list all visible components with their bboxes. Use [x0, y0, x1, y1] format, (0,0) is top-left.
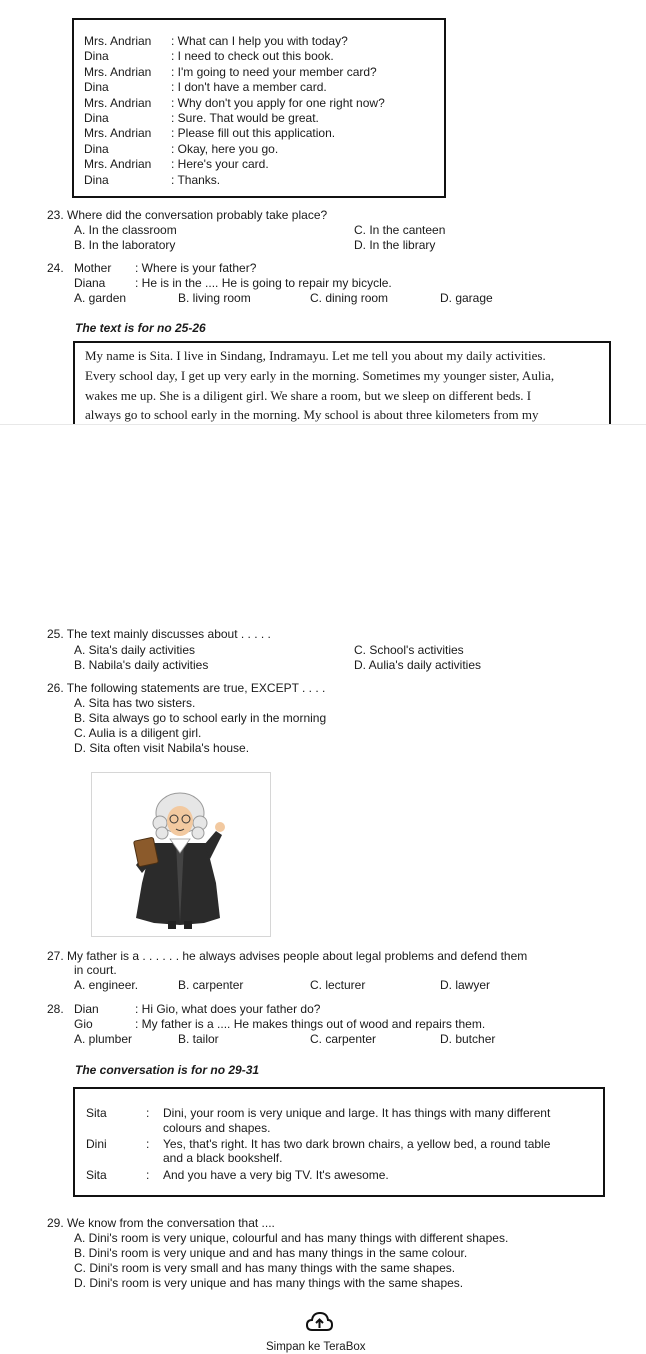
line-text: : What can I help you with today? — [171, 34, 348, 48]
option-d: D. garage — [440, 291, 493, 305]
option-b: B. In the laboratory — [74, 238, 176, 252]
cloud-upload-icon — [305, 1309, 333, 1335]
save-terabox-button[interactable] — [305, 1309, 333, 1335]
blank-area — [0, 425, 646, 625]
speaker: Sita — [86, 1168, 107, 1182]
speaker: Dina — [84, 142, 109, 156]
line-text-continued: colours and shapes. — [163, 1121, 271, 1135]
question-number: 24. — [47, 261, 64, 275]
line-text: : Thanks. — [171, 173, 221, 187]
passage-line: always go to school early in the morning. My school is about three kilometers from my — [85, 407, 539, 422]
line-text: : Okay, here you go. — [171, 142, 279, 156]
speaker: Dina — [84, 49, 109, 63]
speaker: Mrs. Andrian — [84, 65, 152, 79]
option-d: D. Aulia's daily activities — [354, 658, 482, 672]
line-text-continued: and a black bookshelf. — [163, 1151, 283, 1165]
speaker: Mrs. Andrian — [84, 157, 152, 171]
line-text: Dini, your room is very unique and large. It has things with many different — [163, 1106, 551, 1120]
option-c: C. Dini's room is very small and has many things with the same shapes. — [74, 1261, 456, 1275]
line-text: And you have a very big TV. It's awesome. — [163, 1168, 389, 1182]
colon: : — [146, 1106, 150, 1120]
passage-line: My name is Sita. I live in Sindang, Indramayu. Let me tell you about my daily activities. — [85, 348, 546, 363]
option-a: A. Sita has two sisters. — [74, 696, 196, 710]
option-a: A. engineer. — [74, 978, 139, 992]
option-c: C. School's activities — [354, 643, 464, 657]
option-a: A. Dini's room is very unique, colourful and has many things with different shapes. — [74, 1231, 509, 1245]
line-text: : Where is your father? — [135, 261, 257, 275]
text-heading: The text is for no 25-26 — [75, 321, 206, 335]
option-a: A. plumber — [74, 1032, 133, 1046]
question-number: 28. — [47, 1002, 64, 1016]
colon: : — [146, 1168, 150, 1182]
passage-line: wakes me up. She is a diligent girl. We share a room, but we sleep on different beds. I — [85, 388, 532, 403]
option-c: C. lecturer — [310, 978, 366, 992]
speaker: Dina — [84, 173, 109, 187]
option-d: D. lawyer — [440, 978, 491, 992]
speaker: Dina — [84, 111, 109, 125]
speaker: Mrs. Andrian — [84, 96, 152, 110]
speaker: Dina — [84, 80, 109, 94]
line-text: : I'm going to need your member card? — [171, 65, 377, 79]
speaker: Dini — [86, 1137, 107, 1151]
option-b: B. Nabila's daily activities — [74, 658, 209, 672]
question-stem: 23. Where did the conversation probably take place? — [47, 208, 328, 222]
speaker: Diana — [74, 276, 106, 290]
save-terabox-label[interactable]: Simpan ke TeraBox — [266, 1341, 366, 1353]
option-c: C. Aulia is a diligent girl. — [74, 726, 202, 740]
speaker: Mrs. Andrian — [84, 126, 152, 140]
option-a: A. In the classroom — [74, 223, 177, 237]
option-b: B. tailor — [178, 1032, 219, 1046]
option-d: D. Sita often visit Nabila's house. — [74, 741, 250, 755]
speaker: Dian — [74, 1002, 99, 1016]
colon: : — [146, 1137, 150, 1151]
line-text: : I need to check out this book. — [171, 49, 334, 63]
speaker: Mrs. Andrian — [84, 34, 152, 48]
option-c: C. In the canteen — [354, 223, 446, 237]
line-text: : Please fill out this application. — [171, 126, 336, 140]
line-text: : My father is a .... He makes things out of wood and repairs them. — [135, 1017, 486, 1031]
option-a: A. garden — [74, 291, 127, 305]
option-d: D. Dini's room is very unique and has many things with the same shapes. — [74, 1276, 464, 1290]
speaker: Mother — [74, 261, 112, 275]
line-text: : Sure. That would be great. — [171, 111, 319, 125]
page-divider — [0, 424, 646, 425]
option-a: A. Sita's daily activities — [74, 643, 196, 657]
option-d: D. butcher — [440, 1032, 496, 1046]
line-text: : I don't have a member card. — [171, 80, 327, 94]
conversation-heading: The conversation is for no 29-31 — [75, 1063, 260, 1077]
option-b: B. Sita always go to school early in the morning — [74, 711, 327, 725]
passage-line: Every school day, I get up very early in the morning. Sometimes my younger sister, Aulia, — [85, 368, 555, 383]
option-c: C. carpenter — [310, 1032, 377, 1046]
question-stem: 25. The text mainly discusses about . . . . . — [47, 627, 271, 641]
question-stem: 26. The following statements are true, EXCEPT . . . . — [47, 681, 326, 695]
speaker: Sita — [86, 1106, 107, 1120]
line-text: : Hi Gio, what does your father do? — [135, 1002, 321, 1016]
option-c: C. dining room — [310, 291, 389, 305]
option-b: B. living room — [178, 291, 251, 305]
line-text: : Why don't you apply for one right now? — [171, 96, 385, 110]
question-stem: 27. My father is a . . . . . . he always advises people about legal problems and defend them — [47, 949, 528, 963]
option-d: D. In the library — [354, 238, 436, 252]
question-stem: 29. We know from the conversation that .... — [47, 1216, 275, 1230]
line-text: Yes, that's right. It has two dark brown chairs, a yellow bed, a round table — [163, 1137, 551, 1151]
question-stem-continued: in court. — [74, 963, 117, 977]
speaker: Gio — [74, 1017, 93, 1031]
line-text: : Here's your card. — [171, 157, 269, 171]
option-b: B. carpenter — [178, 978, 244, 992]
line-text: : He is in the .... He is going to repair my bicycle. — [135, 276, 392, 290]
option-b: B. Dini's room is very unique and and has many things in the same colour. — [74, 1246, 468, 1260]
lawyer-icon — [92, 773, 270, 936]
lawyer-illustration — [91, 772, 271, 937]
